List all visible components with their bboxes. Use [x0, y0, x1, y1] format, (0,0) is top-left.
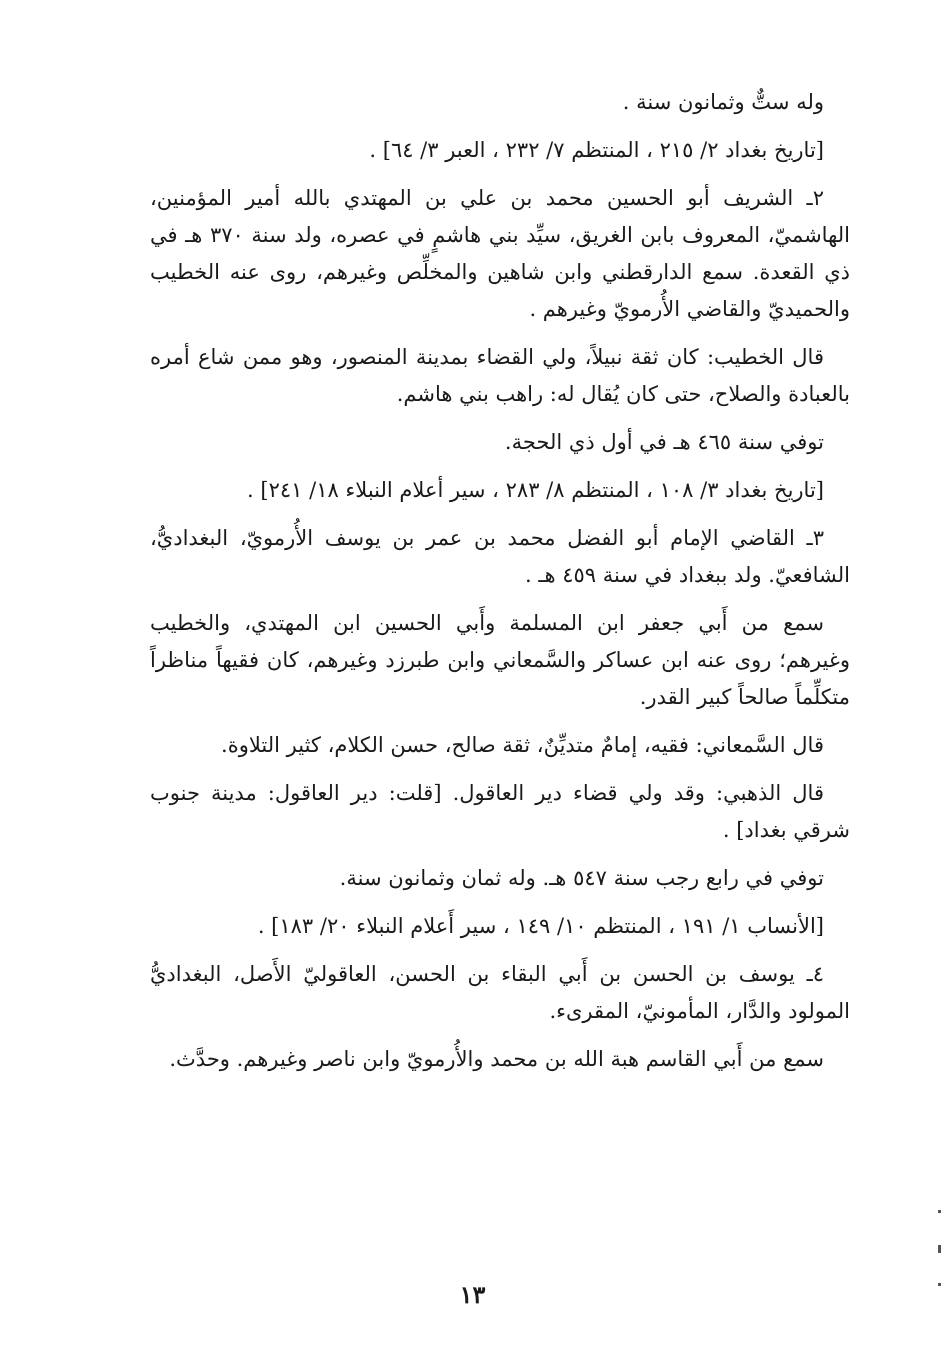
quote-al-dhahabi: قال الذهبي: وقد ولي قضاء دير العاقول. [قلت: دير العاقول: مدينة جنوب شرقي بغداد] .	[150, 781, 850, 842]
reference-citation: [تاريخ بغداد ٣/ ١٠٨ ، المنتظم ٨/ ٢٨٣ ، سير أعلام النبلاء ١٨/ ٢٤١] .	[247, 478, 824, 502]
death-date-entry-3: توفي في رابع رجب سنة ٥٤٧ هـ. وله ثمان وثمانون سنة.	[339, 866, 824, 890]
biography-entry-2: ٢ـ الشريف أبو الحسين محمد بن علي بن المهتدي بالله أمير المؤمنين، الهاشميّ، المعروف بابن الغريق، سيِّد بني هاشمٍ في عصره، ولد سنة ٣٧٠ هـ في ذي القعدة. سمع الدارقطني وابن شاهين والمخلِّص وغيرهم، روى عنه الخطيب والحميديّ والقاضي الأُرمويّ وغيرهم .	[150, 186, 850, 321]
reference-citation: [الأنساب ١/ ١٩١ ، المنتظم ١٠/ ١٤٩ ، سير أَعلام النبلاء ٢٠/ ١٨٣] .	[257, 914, 824, 938]
quote-al-khatib: قال الخطيب: كان ثقة نبيلاً، ولي القضاء بمدينة المنصور، وهو ممن شاع أمره بالعبادة والصلاح، حتى كان يُقال له: راهب بني هاشم.	[150, 345, 850, 406]
death-date-entry-2: توفي سنة ٤٦٥ هـ في أول ذي الحجة.	[504, 430, 824, 454]
teachers-entry-4: سمع من أَبي القاسم هبة الله بن محمد والأُرمويّ وابن ناصر وغيرهم. وحدَّث.	[169, 1047, 824, 1071]
paragraph-age-note: وله ستٌّ وثمانون سنة .	[622, 90, 824, 114]
scan-edge-mark	[938, 1283, 941, 1286]
biography-entry-4: ٤ـ يوسف بن الحسن بن أَبي البقاء بن الحسن، العاقوليّ الأَصل، البغداديُّ المولود والدَّار، المأمونيّ، المقرىء.	[150, 962, 850, 1023]
scan-edge-mark	[938, 1245, 941, 1253]
page-number: ١٣	[459, 1280, 486, 1309]
quote-al-samani: قال السَّمعاني: فقيه، إمامٌ متديِّنٌ، ثقة صالح، حسن الكلام، كثير التلاوة.	[221, 733, 824, 757]
reference-citation: [تاريخ بغداد ٢/ ٢١٥ ، المنتظم ٧/ ٢٣٢ ، العبر ٣/ ٦٤] .	[369, 138, 824, 162]
scan-edge-mark	[938, 1210, 941, 1213]
biography-entry-3: ٣ـ القاضي الإمام أبو الفضل محمد بن عمر بن يوسف الأُرمويّ، البغداديُّ، الشافعيّ. ولد ببغداد في سنة ٤٥٩ هـ .	[150, 526, 850, 587]
document-body	[150, 84, 850, 1089]
teachers-students-entry-3: سمع من أَبي جعفر ابن المسلمة وأَبي الحسين ابن المهتدي، والخطيب وغيرهم؛ روى عنه ابن عساكر والسَّمعاني وابن طبرزد وغيرهم، كان فقيهاً مناظراً متكلِّماً صالحاً كبير القدر.	[150, 611, 850, 709]
